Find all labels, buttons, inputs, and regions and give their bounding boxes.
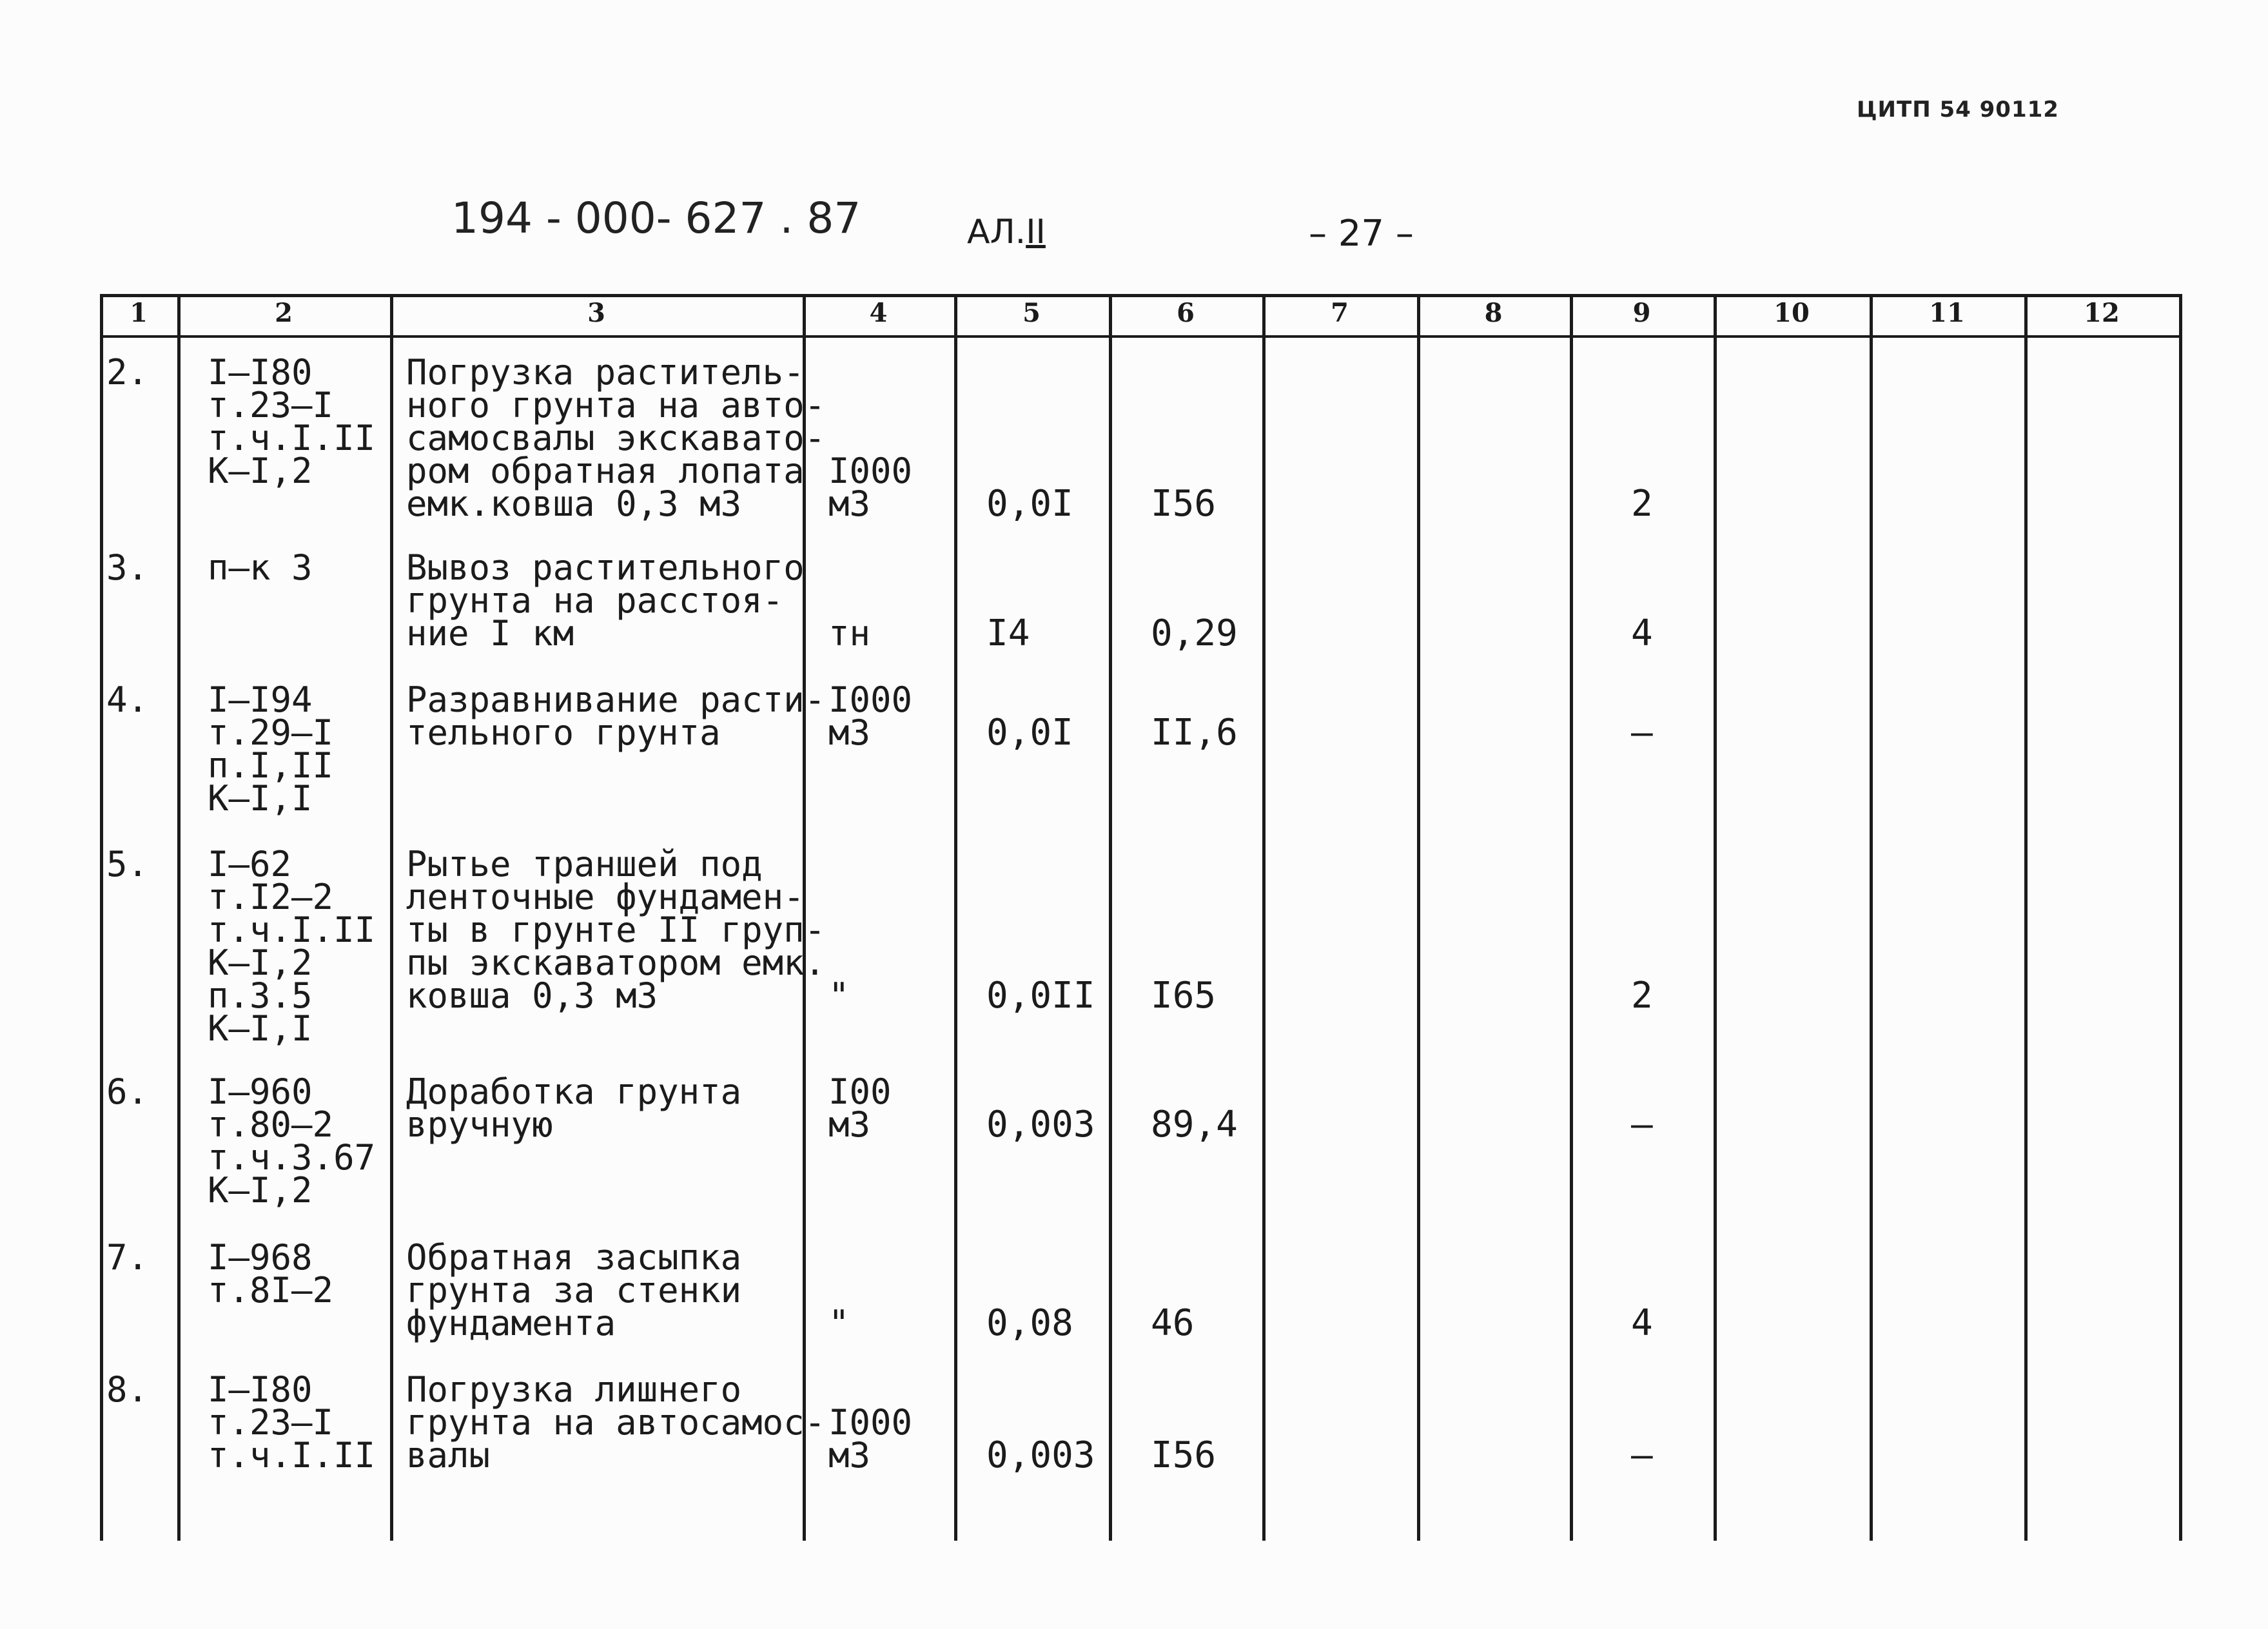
column-number: 12 [2084,298,2120,328]
archive-stamp: ЦИТП 54 90112 [1857,97,2059,122]
work-description: Вывоз растительного грунта на расстоя- ние I км [406,547,805,654]
norm-value: 46 [1151,1302,1195,1344]
table-column-rule [2024,294,2028,1541]
row-number: 8. [106,1369,149,1410]
work-description: Рытье траншей под ленточные фундамен- ты в грунте II груп- пы экскаватором емк. ковша 0,3 м3 [406,844,826,1016]
table-column-rule [1714,294,1717,1541]
norm-value: I56 [1151,1434,1217,1476]
norm-value: II,6 [1151,712,1238,754]
table-column-rule [1417,294,1420,1541]
column-number: 9 [1632,298,1651,328]
norm-reference: I–968 т.8I–2 [208,1237,334,1311]
norm-reference: п–к 3 [208,547,313,588]
norm-reference: I–I80 т.23–I т.ч.I.II К–I,2 [208,352,376,491]
row-number: 5. [106,844,149,884]
column-number: 10 [1774,298,1810,328]
column-number: 7 [1331,298,1349,328]
norm-value: 0,29 [1151,612,1238,654]
row-number: 4. [106,679,149,720]
sheet-label [967,213,1046,251]
table-column-rule [177,294,181,1541]
norm-value: 89,4 [1151,1104,1238,1146]
row-number: 7. [106,1237,149,1278]
norm-reference: I–960 т.80–2 т.ч.3.67 К–I,2 [208,1071,376,1211]
unit-of-measure: " [828,1303,850,1343]
unit-of-measure: I000 м3 [828,1402,913,1476]
column-9-value: 4 [1631,612,1653,654]
column-number: 11 [1929,298,1965,328]
table-column-rule [1262,294,1266,1541]
column-number: 3 [587,298,605,328]
row-number: 2. [106,352,149,393]
column-9-value: – [1631,712,1653,754]
table-column-rule [1109,294,1112,1541]
column-number: 8 [1484,298,1503,328]
norm-reference: I–62 т.I2–2 т.ч.I.II К–I,2 п.3.5 К–I,I [208,844,376,1049]
table-column-rule [390,294,393,1541]
unit-of-measure: I000 м3 [828,679,913,753]
work-description: Погрузка лишнего грунта на автосамос- валы [406,1369,826,1476]
sheet-number: II [1026,213,1046,251]
column-number: 2 [275,298,293,328]
table-header-border [100,335,2179,338]
column-9-value: – [1631,1104,1653,1146]
norm-value: I65 [1151,975,1217,1017]
quantity-value: 0,003 [986,1104,1095,1146]
table-column-rule [1570,294,1573,1541]
column-number: 4 [869,298,888,328]
quantity-value: 0,003 [986,1434,1095,1476]
norm-reference: I–I80 т.23–I т.ч.I.II [208,1369,376,1476]
row-number: 6. [106,1071,149,1112]
column-number: 5 [1022,298,1041,328]
unit-of-measure: тн [828,613,871,654]
quantity-value: 0,0I [986,712,1073,754]
document-code: 194 - 000- 627 . 87 [451,193,861,243]
quantity-value: I4 [986,612,1030,654]
column-9-value: 2 [1631,483,1653,525]
work-description: Доработка грунта вручную [406,1071,742,1145]
work-description: Разравнивание расти- тельного грунта [406,679,826,753]
column-9-value: 2 [1631,975,1653,1017]
table-column-rule [954,294,957,1541]
work-description: Обратная засыпка грунта за стенки фундамента [406,1237,742,1343]
quantity-value: 0,0I [986,483,1073,525]
unit-of-measure: I000 м3 [828,451,913,524]
page-number: – 27 – [1309,213,1414,255]
sheet-prefix: АЛ. [967,213,1026,251]
column-number: 6 [1177,298,1195,328]
unit-of-measure: I00 м3 [828,1071,892,1145]
quantity-value: 0,08 [986,1302,1073,1344]
column-9-value: 4 [1631,1302,1653,1344]
norm-reference: I–I94 т.29–I п.I,II К–I,I [208,679,334,819]
row-number: 3. [106,547,149,588]
norm-value: I56 [1151,483,1217,525]
quantity-value: 0,0II [986,975,1095,1017]
work-description: Погрузка раститель- ного грунта на авто- самосвалы экскавато- ром обратная лопата емк.ковша 0,3 м3 [406,352,826,524]
table-column-rule [2179,294,2182,1541]
unit-of-measure: " [828,975,850,1016]
column-9-value: – [1631,1434,1653,1476]
table-column-rule [100,294,103,1541]
column-number: 1 [130,298,148,328]
table-column-rule [1870,294,1873,1541]
